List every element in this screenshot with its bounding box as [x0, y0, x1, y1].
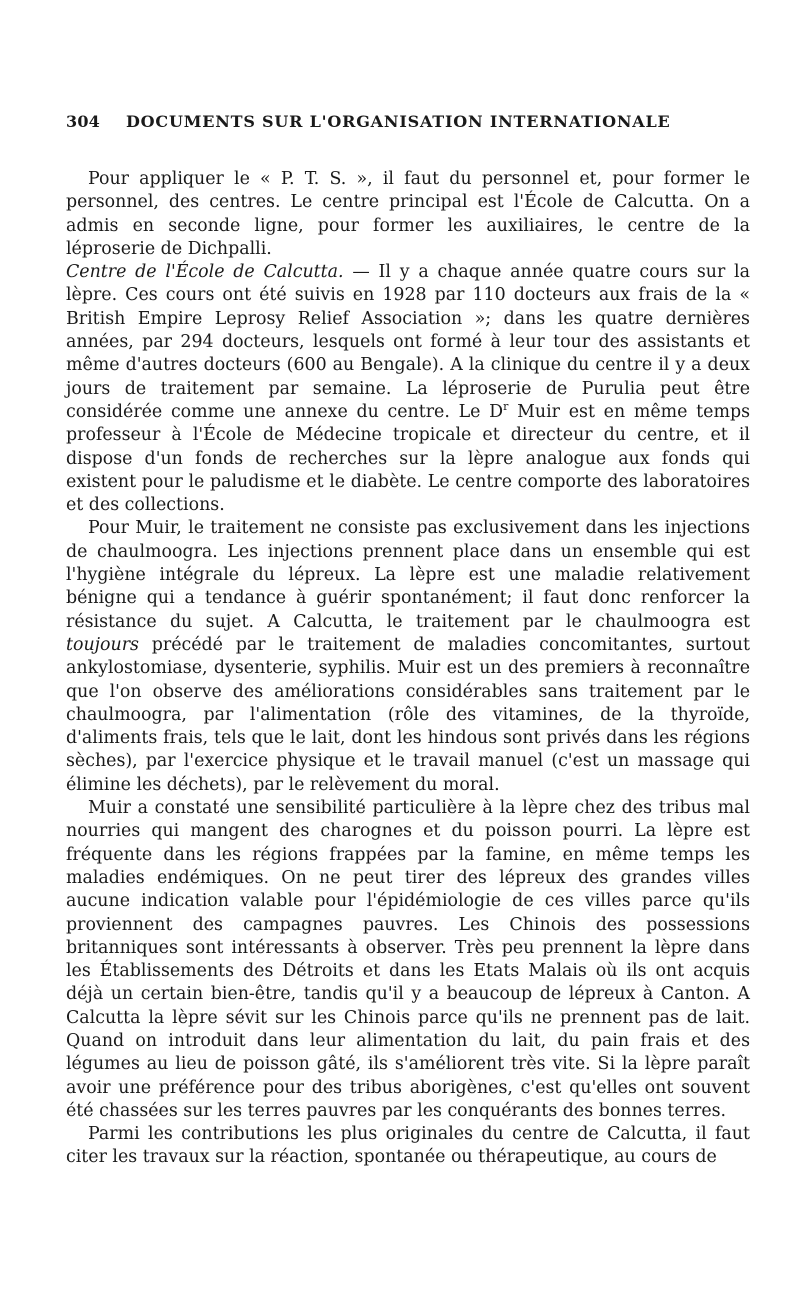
emphasis-toujours: toujours — [66, 634, 139, 655]
paragraph-3-text-a: Pour Muir, le traitement ne consiste pas exclusivement dans les injections de chaulmoogra. Les injections prennent place dans un ensemble qui est l'hygiène intégrale du lépreux. La lèpre est une maladie relativement bénigne qui a tendance à guérir spontanément; il faut donc renforcer la résistance du sujet. A Calcutta, le traitement par le chaulmoogra est — [66, 518, 750, 632]
paragraph-4: Muir a constaté une sensibilité particulière à la lèpre chez des tribus mal nourries qui mangent des charognes et du poisson pourri. La lèpre est fréquente dans les régions frappées par la famine, en même temps les maladies endémiques. On ne peut tirer des lépreux des grandes villes aucune indication valable pour l'épidémiologie de ces villes parce qu'ils proviennent des campagnes pauvres. Les Chinois des possessions britanniques sont intéressants à observer. Très peu prennent la lèpre dans les Établissements des Détroits et dans les Etats Malais où ils ont acquis déjà un certain bien-être, tandis qu'il y a beaucoup de lépreux à Canton. A Calcutta la lèpre sévit sur les Chinois parce qu'ils ne prennent pas de lait. Quand on introduit dans leur alimentation du lait, du pain frais et des légumes au lieu de poisson gâté, ils s'améliorent très vite. Si la lèpre paraît avoir une préférence pour des tribus aborigènes, c'est qu'elles ont souvent été chassées sur les terres pauvres par les conquérants des bonnes terres. — [66, 798, 750, 1121]
paragraph-5: Parmi les contributions les plus originales du centre de Calcutta, il faut citer les travaux sur la réaction, spontanée ou thérapeutique, au cours de — [66, 1124, 750, 1168]
paragraph-3-text-b: précédé par le traitement de maladies concomitantes, surtout ankylostomiase, dysenterie, syphilis. Muir est un des premiers à reconnaître que l'on observe des améliorations considérables sans traitement par le chaulmoogra, par l'alimentation (rôle des vitamines, de la thyroïde, d'aliments frais, tels que le lait, dont les hindous sont privés dans les régions sèches), par l'exercice physique et le travail manuel (c'est un massage qui élimine les déchets), par le relèvement du moral. — [66, 634, 750, 795]
book-page — [66, 112, 750, 1170]
doctor-abbrev-sup: r — [503, 400, 509, 414]
section-heading-calcutta: Centre de l'École de Calcutta. — [66, 262, 344, 283]
paragraph-3 — [66, 517, 750, 797]
page-number: 304 — [66, 112, 100, 131]
paragraph-2-text-a: — Il y a chaque année quatre cours sur la lèpre. Ces cours ont été suivis en 1928 par 110 docteurs aux frais de la « British Empire Leprosy Relief Association »; dans les quatre dernières années, par 294 docteurs, lesquels ont formé à leur tour des assistants et même d'autres docteurs (600 au Bengale). A la clinique du centre il y a deux jours de traitement par semaine. La léproserie de Purulia peut être considérée comme une annexe du centre. Le D — [66, 262, 750, 422]
running-title: DOCUMENTS SUR L'ORGANISATION INTERNATIONALE — [126, 112, 671, 131]
paragraph-2 — [66, 261, 750, 517]
body-text — [66, 168, 750, 1170]
paragraph-2-text-b: Muir est en même temps professeur à l'École de Médecine tropicale et directeur du centre, et il dispose d'un fonds de recherches sur la lèpre analogue aux fonds qui existent pour le paludisme et le diabète. Le centre comporte des laboratoires et des collections. — [66, 401, 750, 516]
paragraph-1: Pour appliquer le « P. T. S. », il faut du personnel et, pour former le personnel, des centres. Le centre principal est l'École de Calcutta. On a admis en seconde ligne, pour former les auxiliaires, le centre de la léproserie de Dichpalli. — [66, 169, 750, 259]
running-head — [66, 112, 750, 134]
